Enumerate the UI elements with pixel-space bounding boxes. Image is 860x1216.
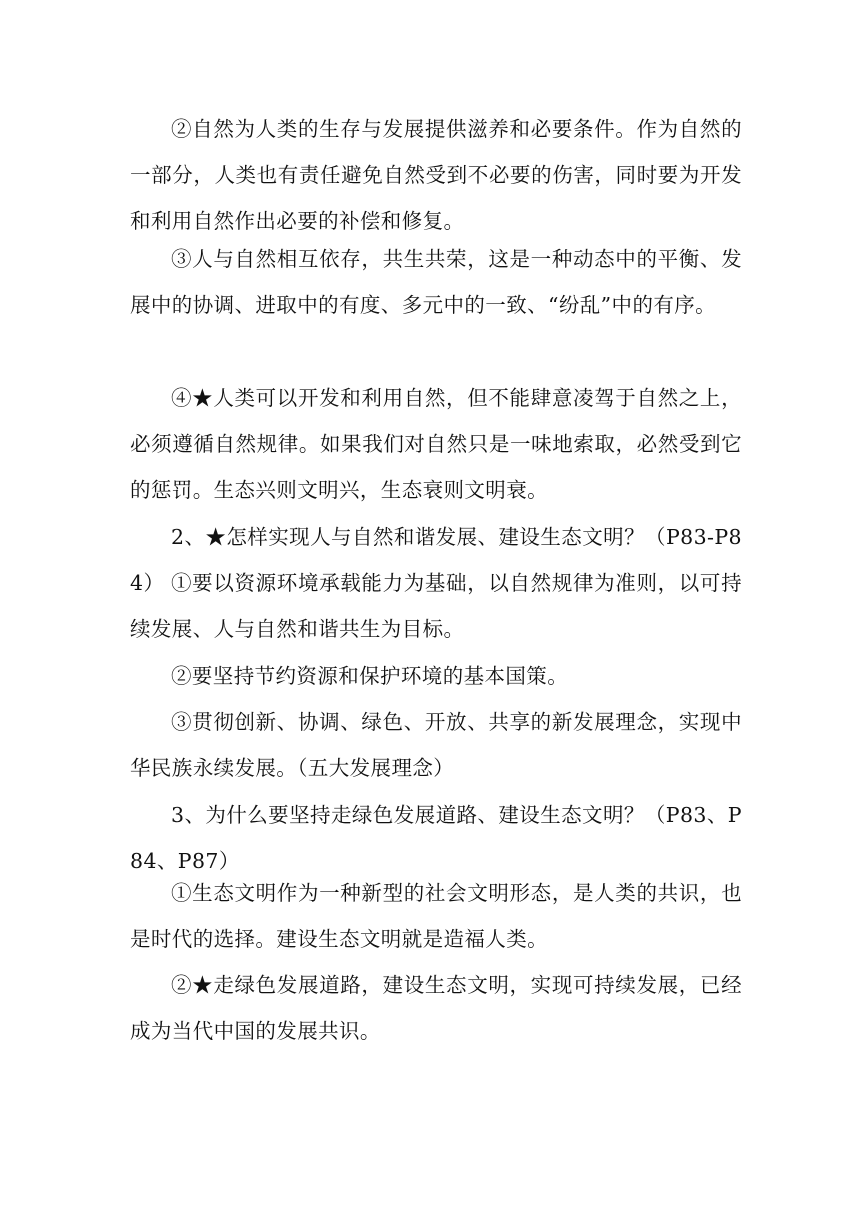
paragraph-follow-natural-laws: ④★人类可以开发和利用自然，但不能肆意凌驾于自然之上，必须遵循自然规律。如果我们对自然只是一味地索取，必然受到它的惩罚。生态兴则文明兴，生态衰则文明衰。: [130, 386, 742, 502]
paragraph-green-development: ②★走绿色发展道路，建设生态文明，实现可持续发展，已经成为当代中国的发展共识。: [130, 973, 742, 1043]
paragraph-basic-national-policy: ②要坚持节约资源和保护环境的基本国策。: [171, 664, 569, 688]
paragraph-interdependence: ③人与自然相互依存，共生共荣，这是一种动态中的平衡、发展中的协调、进取中的有度、多元中的一致、“纷乱”中的有序。: [130, 247, 742, 317]
paragraph-ecological-civilization: ①生态文明作为一种新型的社会文明形态，是人类的共识，也是时代的选择。建设生态文明就是造福人类。: [130, 881, 742, 951]
question-heading-3: 3、为什么要坚持走绿色发展道路、建设生态文明？（P83、P84、P87）: [130, 803, 742, 873]
paragraph-new-development-concepts: ③贯彻创新、协调、绿色、开放、共享的新发展理念，实现中华民族永续发展。（五大发展理念）: [130, 710, 742, 780]
paragraph-resource-capacity: ①要以资源环境承载能力为基础，以自然规律为准则，以可持续发展、人与自然和谐共生为目标。: [130, 571, 742, 641]
question-heading-2: 2、★怎样实现人与自然和谐发展、建设生态文明？（P83-P84）: [130, 525, 742, 595]
paragraph-nature-nourishes-humanity: ②自然为人类的生存与发展提供滋养和必要条件。作为自然的一部分，人类也有责任避免自然受到不必要的伤害，同时要为开发和利用自然作出必要的补偿和修复。: [130, 117, 742, 233]
